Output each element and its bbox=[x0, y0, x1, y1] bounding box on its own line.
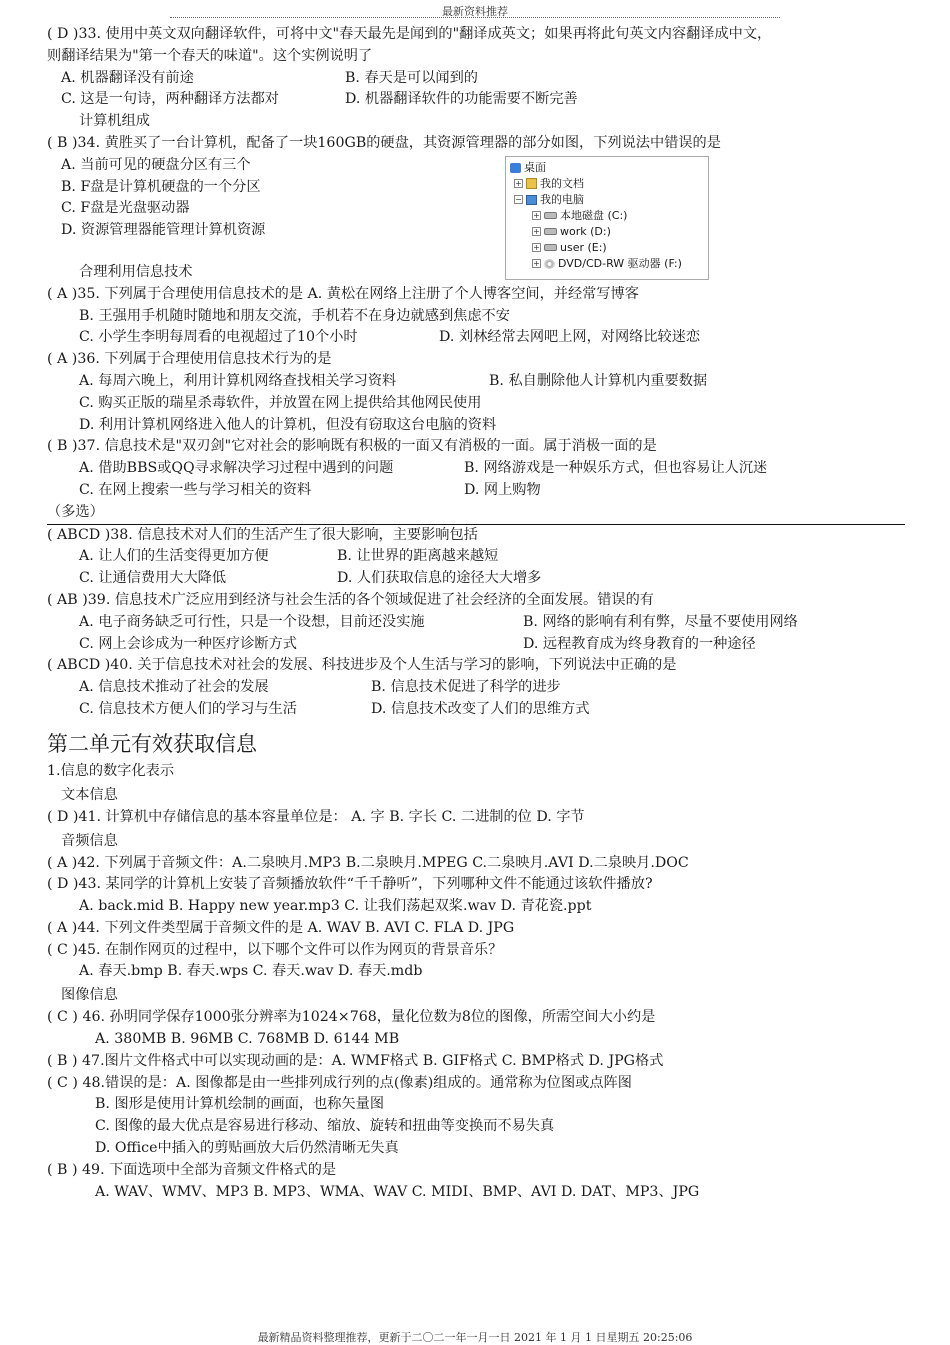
option-a: A. 每周六晚上，利用计算机网络查找相关学习资料 bbox=[79, 372, 397, 389]
question-40-options bbox=[47, 677, 927, 699]
expand-icon: + bbox=[533, 259, 540, 269]
tree-item-desktop bbox=[510, 160, 546, 175]
question-38-options-2 bbox=[47, 568, 927, 590]
question-38: ( ABCD )38. 信息技术对人们的生活产生了很大影响，主要影响包括 bbox=[47, 526, 478, 543]
question-40: ( ABCD )40. 关于信息技术对社会的发展、科技进步及个人生活与学习的影响，下列说法中正确的是 bbox=[47, 657, 677, 674]
header-text: 最新资料推荐 bbox=[438, 5, 512, 18]
tree-label: user (E:) bbox=[560, 240, 607, 254]
option-c: C. 图像的最大优点是容易进行移动、缩放、旋转和扭曲等变换而不易失真 bbox=[95, 1118, 555, 1135]
tree-item-documents bbox=[514, 176, 584, 191]
question-33-options-2 bbox=[47, 89, 927, 111]
option-d: D. Office中插入的剪贴画放大后仍然清晰无失真 bbox=[95, 1140, 399, 1157]
option-b: B. 春天是可以闻到的 bbox=[345, 69, 478, 86]
question-49-options: A. WAV、WMV、MP3 B. MP3、WMA、WAV C. MIDI、BMP、AVI D. DAT、MP3、JPG bbox=[95, 1183, 700, 1200]
question-36: ( A )36. 下列属于合理使用信息技术行为的是 bbox=[47, 351, 332, 368]
tree-item-f bbox=[532, 256, 682, 271]
question-37-options bbox=[47, 458, 927, 480]
option-d: D. 利用计算机网络进入他人的计算机，但没有窃取这台电脑的资料 bbox=[79, 416, 497, 433]
question-38-options bbox=[47, 546, 927, 568]
expand-icon: + bbox=[533, 211, 540, 221]
tree-label: work (D:) bbox=[560, 224, 611, 238]
question-35-options bbox=[47, 327, 927, 349]
question-43-options: A. back.mid B. Happy new year.mp3 C. 让我们荡起双桨.wav D. 青花瓷.ppt bbox=[79, 898, 592, 915]
option-d: D. 信息技术改变了人们的思维方式 bbox=[371, 700, 590, 717]
option-d: D. 人们获取信息的途径大大增多 bbox=[337, 570, 542, 587]
option-a: A. 电子商务缺乏可行性，只是一个设想，目前还没实施 bbox=[79, 613, 425, 630]
option-c: C. 网上会诊成为一种医疗诊断方式 bbox=[79, 635, 297, 652]
tree-label: 我的文档 bbox=[540, 176, 584, 190]
disk-icon bbox=[544, 212, 557, 219]
section-heading: 文本信息 bbox=[61, 786, 118, 803]
option-a: A. 当前可见的硬盘分区有三个 bbox=[61, 156, 251, 173]
subsection-title: 1.信息的数字化表示 bbox=[47, 762, 175, 779]
tree-label: 本地磁盘 (C:) bbox=[560, 208, 628, 222]
expand-icon: + bbox=[515, 179, 522, 189]
option-c: C. 购买正版的瑞星杀毒软件，并放置在网上提供给其他网民使用 bbox=[79, 394, 482, 411]
option-a: A. 借助BBS或QQ寻求解决学习过程中遇到的问题 bbox=[79, 460, 394, 477]
question-47: ( B ) 47.图片文件格式中可以实现动画的是：A. WMF格式 B. GIF格式 C. BMP格式 D. JPG格式 bbox=[47, 1052, 664, 1069]
question-46: ( C ) 46. 孙明同学保存1000张分辨率为1024×768，量化位数为8位的图像，所需空间大小约是 bbox=[47, 1009, 656, 1026]
tree-label: 我的电脑 bbox=[540, 192, 584, 206]
option-b: B. 王强用手机随时随地和朋友交流，手机若不在身边就感到焦虑不安 bbox=[79, 307, 510, 324]
page-header bbox=[170, 4, 780, 18]
cd-drive-icon bbox=[544, 259, 555, 269]
question-48: ( C ) 48.错误的是：A. 图像都是由一些排列成行列的点(像素)组成的。通常称为位图或点阵图 bbox=[47, 1074, 632, 1091]
option-b: B. 让世界的距离越来越短 bbox=[337, 548, 499, 565]
question-49: ( B ) 49. 下面选项中全部为音频文件格式的是 bbox=[47, 1161, 337, 1178]
option-c: C. 这是一句诗，两种翻译方法都对 bbox=[61, 91, 279, 108]
option-b: B. 信息技术促进了科学的进步 bbox=[371, 679, 561, 696]
option-d: D. 刘林经常去网吧上网，对网络比较迷恋 bbox=[439, 329, 701, 346]
question-46-options: A. 380MB B. 96MB C. 768MB D. 6144 MB bbox=[95, 1031, 400, 1048]
option-a: A. 信息技术推动了社会的发展 bbox=[79, 679, 269, 696]
option-a: A. 让人们的生活变得更加方便 bbox=[79, 548, 269, 565]
option-c: C. 让通信费用大大降低 bbox=[79, 570, 227, 587]
question-44: ( A )44. 下列文件类型属于音频文件的是 A. WAV B. AVI C. FLA D. JPG bbox=[47, 919, 515, 936]
question-33-options bbox=[47, 68, 927, 90]
tree-label: DVD/CD-RW 驱动器 (F:) bbox=[558, 256, 682, 270]
option-c: C. 小学生李明每周看的电视超过了10个小时 bbox=[79, 329, 358, 346]
question-39: ( AB )39. 信息技术广泛应用到经济与社会生活的各个领域促进了社会经济的全面发展。错误的有 bbox=[47, 591, 654, 608]
question-41: ( D )41. 计算机中存储信息的基本容量单位是： A. 字 B. 字长 C. 二进制的位 D. 字节 bbox=[47, 808, 585, 825]
option-b: B. 图形是使用计算机绘制的画面，也称矢量图 bbox=[95, 1096, 385, 1113]
multi-select-label: （多选） bbox=[47, 502, 905, 525]
expand-icon: + bbox=[533, 227, 540, 237]
option-b: B. 私自删除他人计算机内重要数据 bbox=[489, 372, 708, 389]
section-heading: 音频信息 bbox=[61, 832, 118, 849]
option-d: D. 资源管理器能管理计算机资源 bbox=[61, 222, 266, 239]
section-heading: 计算机组成 bbox=[79, 113, 150, 130]
question-34: ( B )34. 黄胜买了一台计算机，配备了一块160GB的硬盘，其资源管理器的部分如图，下列说法中错误的是 bbox=[47, 134, 721, 151]
section-heading: 合理利用信息技术 bbox=[79, 263, 193, 280]
question-45: ( C )45. 在制作网页的过程中，以下哪个文件可以作为网页的背景音乐？ bbox=[47, 941, 503, 958]
option-b: B. 网络的影响有利有弊，尽量不要使用网络 bbox=[523, 613, 798, 630]
computer-icon bbox=[526, 195, 537, 205]
tree-label: 桌面 bbox=[524, 160, 546, 174]
question-36-options bbox=[47, 371, 927, 393]
question-35: ( A )35. 下列属于合理使用信息技术的是 A. 黄松在网络上注册了个人博客空间，并经常写博客 bbox=[47, 285, 639, 302]
tree-item-c bbox=[532, 208, 627, 223]
option-c: C. 在网上搜索一些与学习相关的资料 bbox=[79, 481, 312, 498]
question-39-options bbox=[47, 612, 927, 634]
question-39-options-2 bbox=[47, 634, 927, 656]
desktop-icon bbox=[510, 163, 521, 173]
disk-icon bbox=[544, 244, 557, 251]
option-c: C. F盘是光盘驱动器 bbox=[61, 200, 190, 217]
disk-icon bbox=[544, 228, 557, 235]
explorer-tree-figure bbox=[505, 156, 709, 280]
question-33: ( D )33. 使用中英文双向翻译软件，可将中文"春天最先是闻到的"翻译成英文；如果再将此句英文内容翻译成中文， bbox=[47, 26, 772, 42]
expand-icon: + bbox=[533, 243, 540, 253]
tree-item-computer bbox=[514, 192, 584, 207]
tree-item-d bbox=[532, 224, 611, 239]
tree-item-e bbox=[532, 240, 607, 255]
option-c: C. 信息技术方便人们的学习与生活 bbox=[79, 700, 297, 717]
section-heading: 图像信息 bbox=[61, 987, 118, 1004]
question-42: ( A )42. 下列属于音频文件：A.二泉映月.MP3 B.二泉映月.MPEG C.二泉映月.AVI D.二泉映月.DOC bbox=[47, 854, 689, 871]
question-34-block bbox=[47, 133, 927, 270]
question-45-options: A. 春天.bmp B. 春天.wps C. 春天.wav D. 春天.mdb bbox=[79, 963, 423, 980]
option-a: A. 机器翻译没有前途 bbox=[61, 69, 194, 86]
unit-title: 第二单元有效获取信息 bbox=[47, 731, 257, 756]
option-d: D. 网上购物 bbox=[464, 481, 541, 498]
option-b: B. F盘是计算机硬盘的一个分区 bbox=[61, 178, 261, 195]
question-37-options-2 bbox=[47, 480, 927, 502]
folder-icon bbox=[526, 178, 537, 189]
option-d: D. 远程教育成为终身教育的一种途径 bbox=[523, 635, 756, 652]
collapse-icon: − bbox=[515, 195, 522, 205]
option-d: D. 机器翻译软件的功能需要不断完善 bbox=[345, 91, 578, 108]
question-43: ( D )43. 某同学的计算机上安装了音频播放软件“千千静听”，下列哪种文件不能通过该软件播放? bbox=[47, 876, 653, 893]
option-b: B. 网络游戏是一种娱乐方式，但也容易让人沉迷 bbox=[464, 460, 768, 477]
question-33-cont: 则翻译结果为"第一个春天的味道"。这个实例说明了 bbox=[47, 47, 373, 64]
question-40-options-2 bbox=[47, 699, 927, 721]
document-body bbox=[47, 24, 927, 1203]
page-footer: 最新精品资料整理推荐，更新于二〇二一年一月一日 2021 年 1 月 1 日星期五 20:25:06 bbox=[257, 1331, 693, 1344]
question-37: ( B )37. 信息技术是"双刃剑"它对社会的影响既有积极的一面又有消极的一面。属于消极一面的是 bbox=[47, 438, 657, 455]
